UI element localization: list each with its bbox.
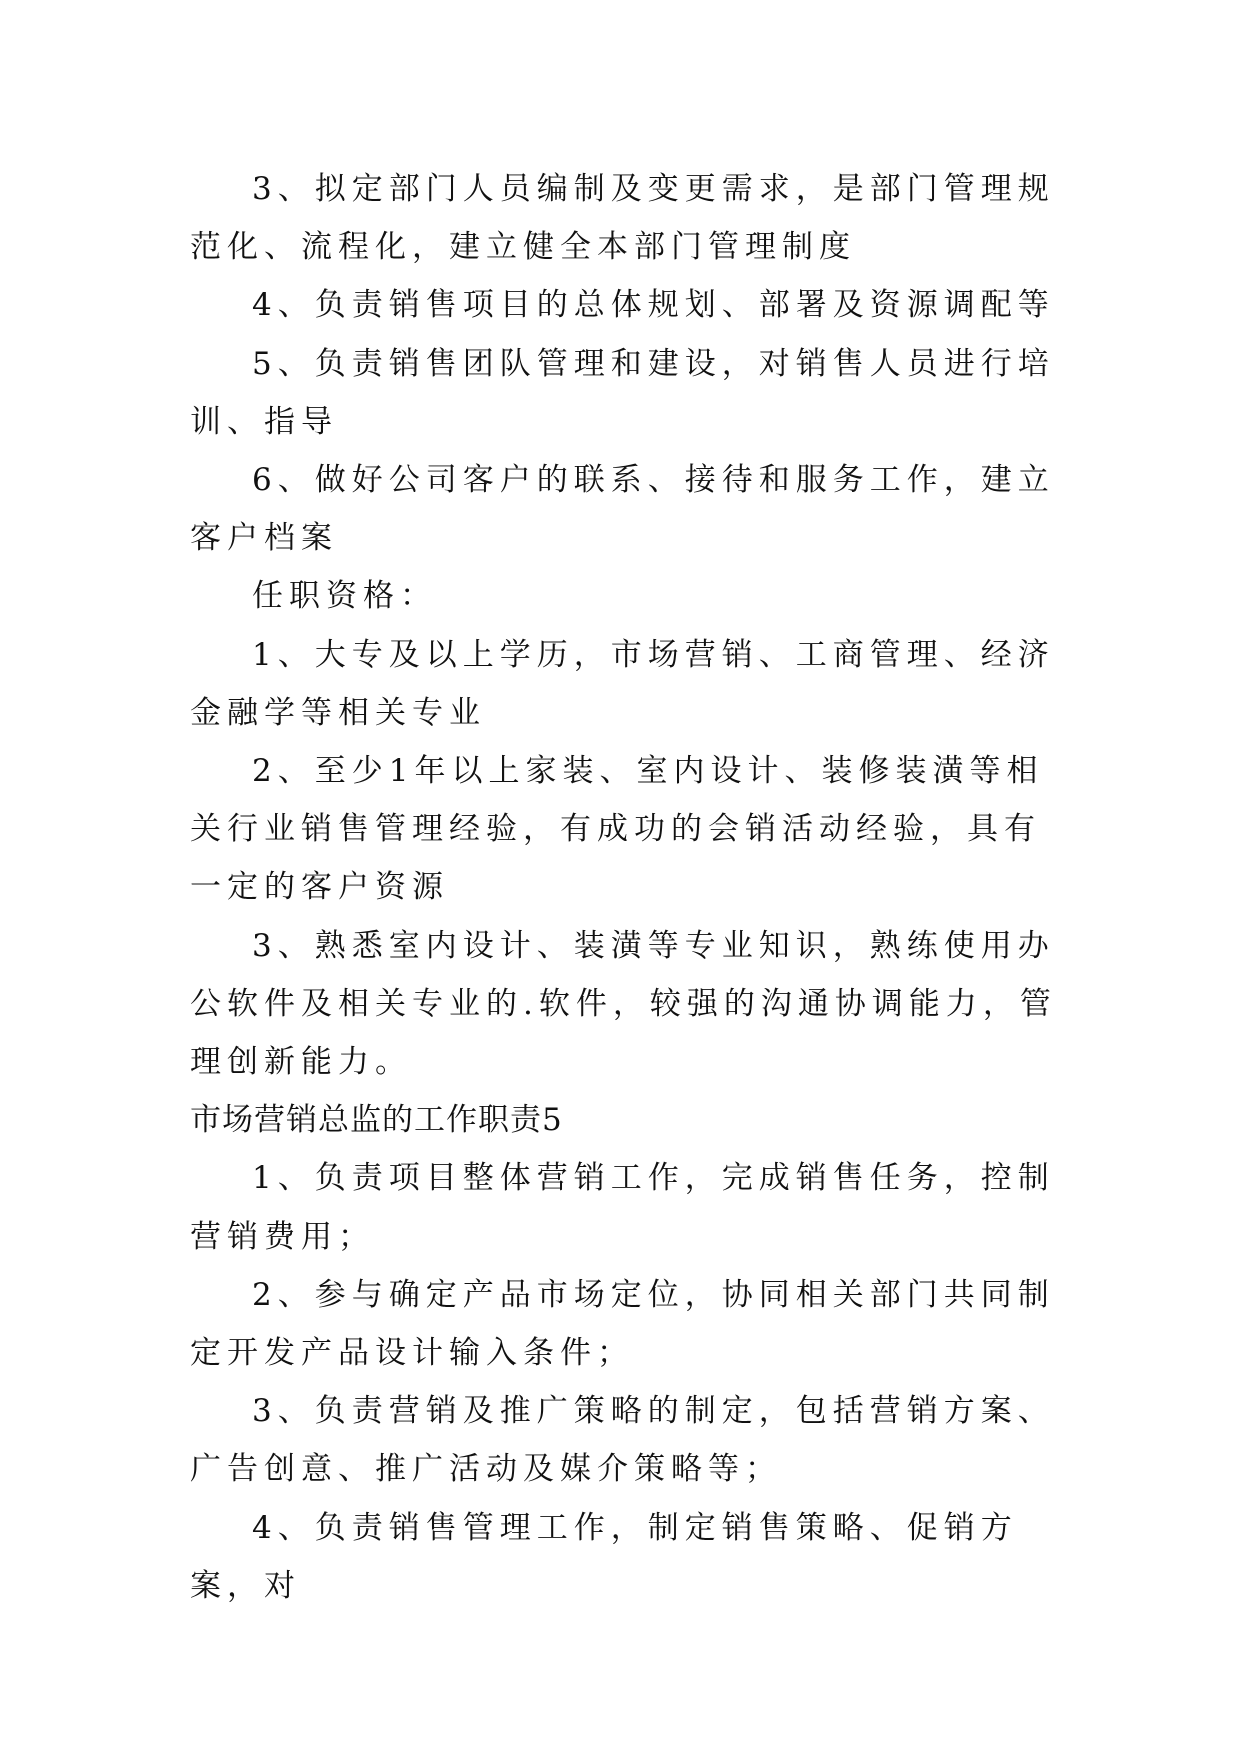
- paragraph: 2、至少1年以上家装、室内设计、装修装潢等相关行业销售管理经验，有成功的会销活动经验，具有一定的客户资源: [190, 753, 1044, 906]
- paragraph: 6、做好公司客户的联系、接待和服务工作，建立客户档案: [190, 462, 1055, 557]
- paragraph: 3、熟悉室内设计、装潢等专业知识，熟练使用办公软件及相关专业的.软件，较强的沟通协调能力，管理创新能力。: [190, 927, 1057, 1081]
- paragraph: 4、负责销售项目的总体规划、部署及资源调配等: [252, 287, 1055, 324]
- document-body: [190, 160, 1070, 1615]
- paragraph: 4、负责销售管理工作，制定销售策略、促销方案，对: [190, 1509, 1018, 1604]
- paragraph: 2、参与确定产品市场定位，协同相关部门共同制定开发产品设计输入条件；: [190, 1276, 1055, 1372]
- paragraph: 3、负责营销及推广策略的制定，包括营销方案、广告创意、推广活动及媒介策略等；: [190, 1393, 1055, 1488]
- paragraph: 1、大专及以上学历，市场营销、工商管理、经济金融学等相关专业: [190, 636, 1055, 731]
- paragraph: 1、负责项目整体营销工作，完成销售任务，控制营销费用；: [190, 1160, 1055, 1255]
- section-heading-qualifications: 任职资格：: [252, 578, 437, 615]
- paragraph: 3、拟定部门人员编制及变更需求，是部门管理规范化、流程化，建立健全本部门管理制度: [190, 171, 1055, 266]
- section-title: 市场营销总监的工作职责5: [190, 1102, 563, 1139]
- paragraph: 5、负责销售团队管理和建设，对销售人员进行培训、指导: [190, 345, 1055, 440]
